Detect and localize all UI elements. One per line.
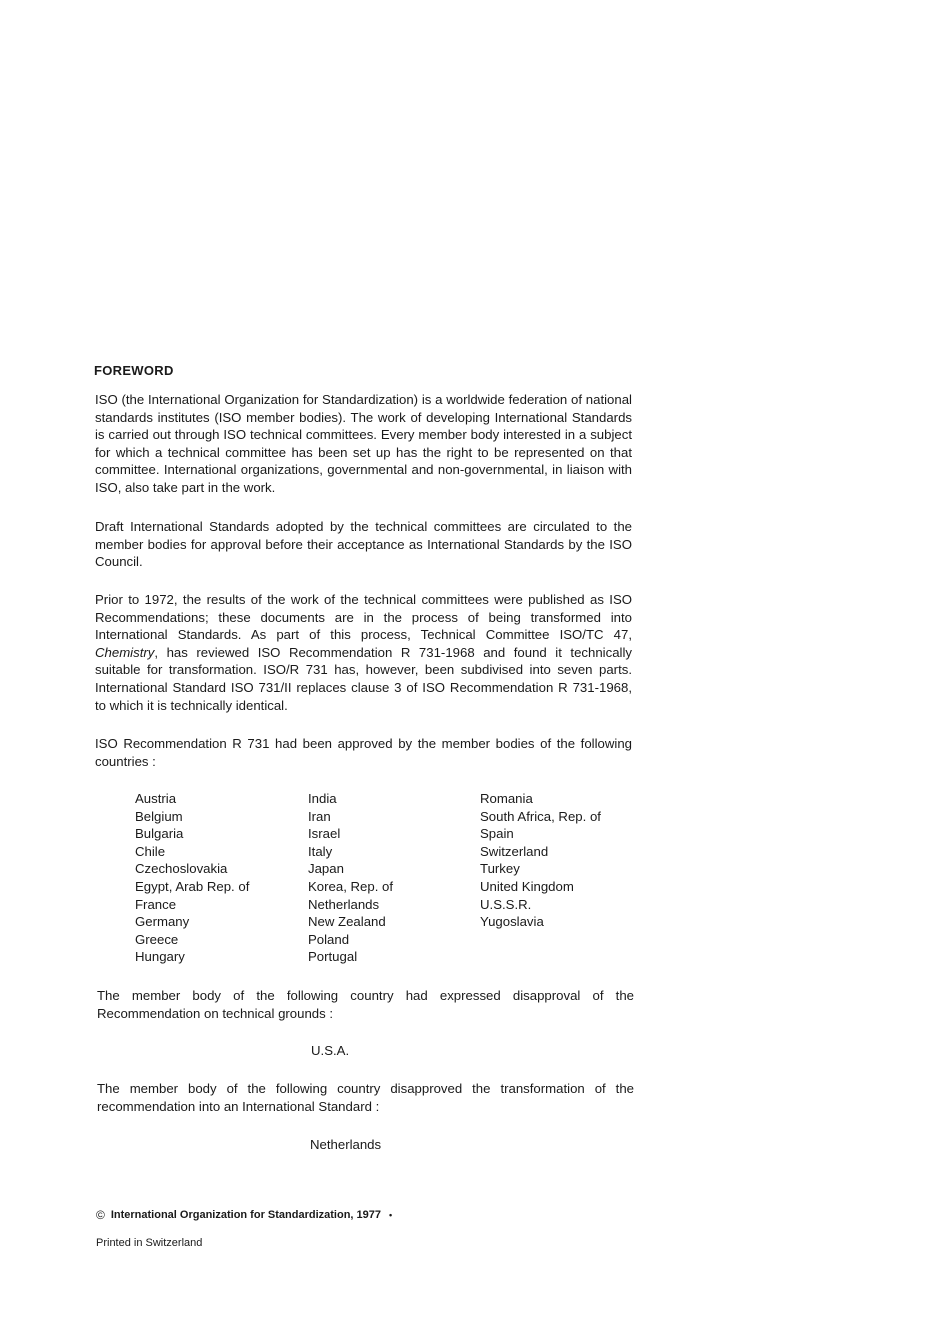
country-item: Romania: [480, 791, 533, 806]
country-item: Egypt, Arab Rep. of: [135, 878, 250, 894]
country-item: Chile: [135, 843, 166, 859]
approving-countries-list: [135, 790, 675, 970]
country-item: Turkey: [480, 861, 520, 877]
transformation-disapproval-paragraph: The member body of the following country disapproved the transformation of the recommendation into an International Standard :: [97, 1081, 634, 1114]
foreword-heading: FOREWORD: [94, 363, 174, 378]
country-item: Iran: [308, 808, 331, 824]
country-item: Bulgaria: [135, 826, 184, 842]
committee-name-italic: Chemistry: [95, 644, 155, 660]
country-item: Czechoslovakia: [135, 861, 228, 877]
country-item: New Zealand: [308, 914, 386, 930]
country-item: Spain: [480, 826, 514, 842]
countries-column-2: [308, 790, 393, 966]
country-item: Netherlands: [308, 896, 380, 912]
paragraph-3-text-start: Prior to 1972, the results of the work of the technical committees were published as ISO Recommendations; these documents are in the process of being transformed into International Standards. As part of this process, Technical Committee ISO/TC 47,: [95, 592, 632, 643]
country-item: India: [308, 791, 337, 806]
country-item: South Africa, Rep. of: [480, 808, 601, 824]
foreword-paragraph-1: ISO (the International Organization for Standardization) is a worldwide federation of national standards institutes (ISO member bodies). The work of developing International Standards is carried out through ISO technical committees. Every member body interested in a subject for which a technical committee has been set up has the right to be represented on that committee. International organizations, governmental and non-governmental, in liaison with ISO, also take part in the work.: [95, 392, 632, 495]
transformation-disapproving-country: Netherlands: [310, 1137, 382, 1152]
country-item: Austria: [135, 791, 177, 806]
country-item: France: [135, 896, 177, 912]
foreword-paragraph-2: Draft International Standards adopted by the technical committees are circulated to the member bodies for approval before their acceptance as International Standards by the ISO Council.: [95, 519, 632, 570]
copyright-symbol: ©: [96, 1208, 105, 1222]
country-item: Italy: [308, 843, 333, 859]
country-item: Hungary: [135, 949, 185, 965]
countries-column-1: [135, 790, 249, 966]
country-item: Germany: [135, 914, 190, 930]
country-item: Japan: [308, 861, 344, 877]
country-item: Belgium: [135, 808, 183, 824]
country-item: Korea, Rep. of: [308, 878, 394, 894]
country-item: Portugal: [308, 949, 358, 965]
foreword-paragraph-3: [95, 591, 632, 714]
printed-in-line: Printed in Switzerland: [96, 1237, 203, 1249]
disapproving-country: U.S.A.: [311, 1043, 350, 1058]
copyright-text: International Organization for Standardization, 1977: [110, 1209, 381, 1221]
countries-column-3: [480, 790, 601, 931]
bullet-mark: •: [389, 1210, 393, 1220]
country-item: United Kingdom: [480, 878, 574, 894]
country-item: Israel: [308, 826, 341, 842]
country-item: Yugoslavia: [480, 914, 544, 930]
country-item: Switzerland: [480, 843, 549, 859]
approval-intro-paragraph: ISO Recommendation R 731 had been approved by the member bodies of the following countries :: [95, 736, 632, 769]
country-item: Poland: [308, 931, 350, 947]
country-item: Greece: [135, 931, 179, 947]
paragraph-3-text-end: , has reviewed ISO Recommendation R 731-1968 and found it technically suitable for transformation. ISO/R 731 has, however, been subdivised into seven parts. International Standard ISO 731/II replaces clause 3 of ISO Recommendation R 731-1968, to which it is technically identical.: [95, 644, 632, 713]
country-item: U.S.S.R.: [480, 896, 532, 912]
technical-disapproval-paragraph: The member body of the following country had expressed disapproval of the Recommendation on technical grounds :: [97, 988, 634, 1021]
copyright-line: [96, 1208, 392, 1222]
